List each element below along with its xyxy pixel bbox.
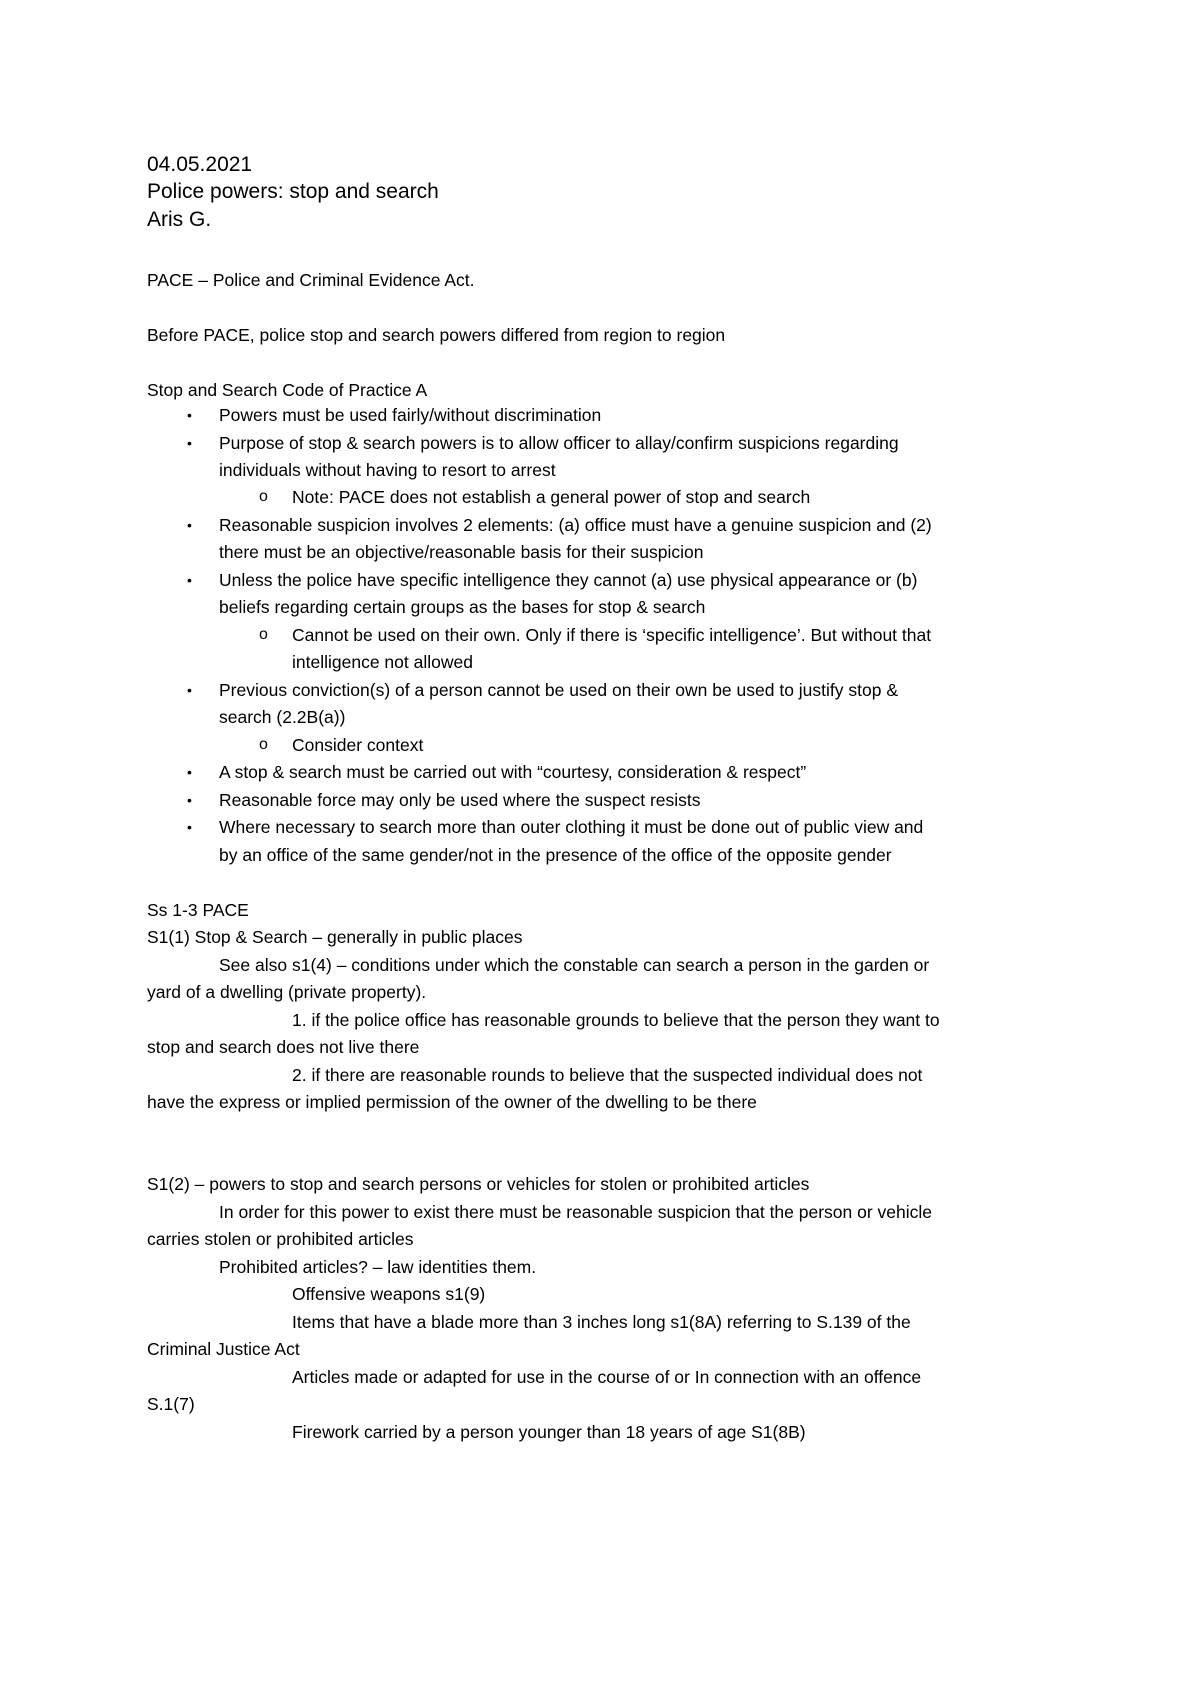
section-heading: Ss 1-3 PACE [147,900,249,920]
section-line: Criminal Justice Act [147,1339,300,1359]
section-line: yard of a dwelling (private property). [147,982,427,1002]
section-line: stop and search does not live there [147,1037,420,1057]
bullet-icon: • [187,682,192,698]
bullet-icon: • [187,572,192,588]
list-item: A stop & search must be carried out with “courtesy, consideration & respect” [219,762,807,782]
bullet-icon: • [187,435,192,451]
sub-bullet-icon: o [259,626,268,643]
section-line: carries stolen or prohibited articles [147,1229,414,1249]
section-line: In order for this power to exist there must be reasonable suspicion that the person or vehicle [219,1202,933,1222]
sub-list-item: Cannot be used on their own. Only if there is ‘specific intelligence’. But without that [292,625,932,645]
bullet-icon: • [187,517,192,533]
list-item-continuation: search (2.2B(a)) [219,707,346,727]
section-line: S1(1) Stop & Search – generally in public places [147,927,523,947]
bullet-icon: • [187,764,192,780]
section-line: 1. if the police office has reasonable grounds to believe that the person they want to [292,1010,940,1030]
section-line: Prohibited articles? – law identities them. [219,1257,537,1277]
list-item: Reasonable suspicion involves 2 elements: (a) office must have a genuine suspicion and (2) [219,515,932,535]
sub-bullet-icon: o [259,488,268,505]
code-a-heading: Stop and Search Code of Practice A [147,380,428,400]
before-pace-note: Before PACE, police stop and search powers differed from region to region [147,325,726,345]
list-item: Previous conviction(s) of a person cannot be used on their own be used to justify stop & [219,680,898,700]
list-item-continuation: by an office of the same gender/not in the presence of the office of the opposite gender [219,845,892,865]
section-line: 2. if there are reasonable rounds to believe that the suspected individual does not [292,1065,923,1085]
list-item: Unless the police have specific intelligence they cannot (a) use physical appearance or (b) [219,570,918,590]
document-author: Aris G. [147,208,212,231]
list-item-continuation: there must be an objective/reasonable basis for their suspicion [219,542,704,562]
list-item: Where necessary to search more than outer clothing it must be done out of public view and [219,817,924,837]
section-line: See also s1(4) – conditions under which the constable can search a person in the garden or [219,955,930,975]
bullet-icon: • [187,792,192,808]
section-line: S.1(7) [147,1394,195,1414]
list-item-continuation: individuals without having to resort to arrest [219,460,556,480]
list-item: Purpose of stop & search powers is to allow officer to allay/confirm suspicions regarding [219,433,899,453]
bullet-icon: • [187,407,192,423]
list-item: Reasonable force may only be used where the suspect resists [219,790,701,810]
section-heading: S1(2) – powers to stop and search persons or vehicles for stolen or prohibited articles [147,1174,810,1194]
section-line: have the express or implied permission of the owner of the dwelling to be there [147,1092,757,1112]
sub-list-item: Note: PACE does not establish a general power of stop and search [292,487,811,507]
list-item-continuation: beliefs regarding certain groups as the bases for stop & search [219,597,706,617]
sub-bullet-icon: o [259,736,268,753]
list-item: Powers must be used fairly/without discrimination [219,405,602,425]
sub-list-item-continuation: intelligence not allowed [292,652,473,672]
bullet-icon: • [187,819,192,835]
sub-list-item: Consider context [292,735,424,755]
section-line: Articles made or adapted for use in the course of or In connection with an offence [292,1367,922,1387]
section-line: Firework carried by a person younger than 18 years of age S1(8B) [292,1422,806,1442]
section-line: Items that have a blade more than 3 inches long s1(8A) referring to S.139 of the [292,1312,911,1332]
document-date: 04.05.2021 [147,153,253,176]
pace-definition: PACE – Police and Criminal Evidence Act. [147,270,475,290]
section-line: Offensive weapons s1(9) [292,1284,486,1304]
document-title: Police powers: stop and search [147,180,439,203]
